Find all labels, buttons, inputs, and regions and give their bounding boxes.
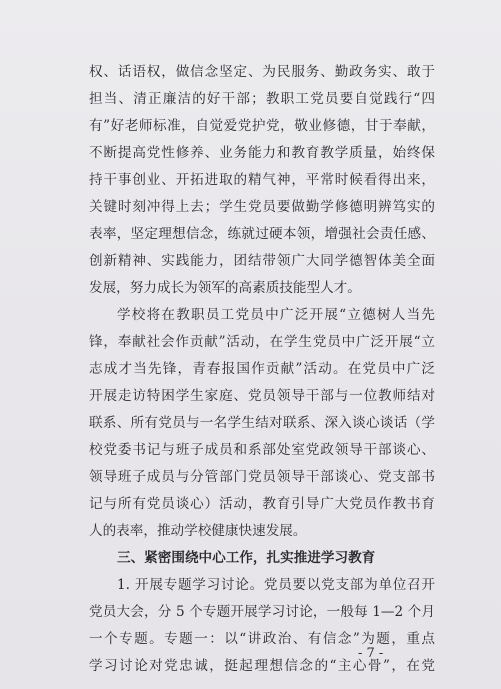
text-line: 关键时刻冲得上去；学生党员要做勤学修德明辨笃实的 (89, 199, 435, 215)
text-line: 权、话语权，做信念坚定、为民服务、勤政务实、敢于 (89, 64, 435, 80)
text-line: 1. 开展专题学习讨论。党员要以党支部为单位召开 (117, 577, 435, 593)
text-line: 创新精神、实践能力，团结带领广大同学德智体美全面 (89, 253, 435, 269)
text-line: 人的表率，推动学校健康快速发展。 (89, 523, 307, 539)
text-line: 锋，奉献社会作贡献”活动，在学生党员中广泛开展“立 (89, 334, 435, 350)
text-line: 学校将在教职员工党员中广泛开展“立德树人当先 (117, 307, 435, 323)
text-line: 不断提高党性修养、业务能力和教育教学质量，始终保 (89, 145, 435, 161)
text-line: 党员大会，分 5 个专题开展学习讨论，一般每 1—2 个月 (89, 604, 435, 620)
text-line: 记与所有党员谈心）活动，教育引导广大党员作教书育 (89, 496, 435, 512)
text-line: 领导班子成员与分管部门党员领导干部谈心、党支部书 (89, 469, 435, 485)
text-line: 志成才当先锋，青春报国作贡献”活动。在党员中广泛 (89, 361, 435, 377)
text-line: 校党委书记与班子成员和系部处室党政领导干部谈心、 (89, 442, 435, 458)
text-line: 一个专题。专题一：以“讲政治、有信念”为题，重点 (89, 631, 435, 647)
text-line: 学习讨论对党忠诚，挺起理想信念的“主心骨”，在党 (89, 658, 435, 674)
text-line: 联系、所有党员与一名学生结对联系、深入谈心谈话（学 (89, 415, 435, 431)
text-line: 有”好老师标准，自觉爱党护党，敬业修德，甘于奉献， (89, 118, 435, 134)
text-line: 持干事创业、开拓进取的精气神，平常时候看得出来， (89, 172, 435, 188)
text-line: 表率，坚定理想信念，练就过硬本领，增强社会责任感、 (89, 226, 435, 242)
page-number: - 7 - (358, 646, 384, 661)
text-line: 开展走访特困学生家庭、党员领导干部与一位教师结对 (89, 388, 435, 404)
section-heading: 三、紧密围绕中心工作，扎实推进学习教育 (117, 550, 376, 566)
text-line: 担当、清正廉洁的好干部；教职工党员要自觉践行“四 (89, 91, 435, 107)
text-line: 发展，努力成长为领军的高素质技能型人才。 (89, 280, 361, 296)
